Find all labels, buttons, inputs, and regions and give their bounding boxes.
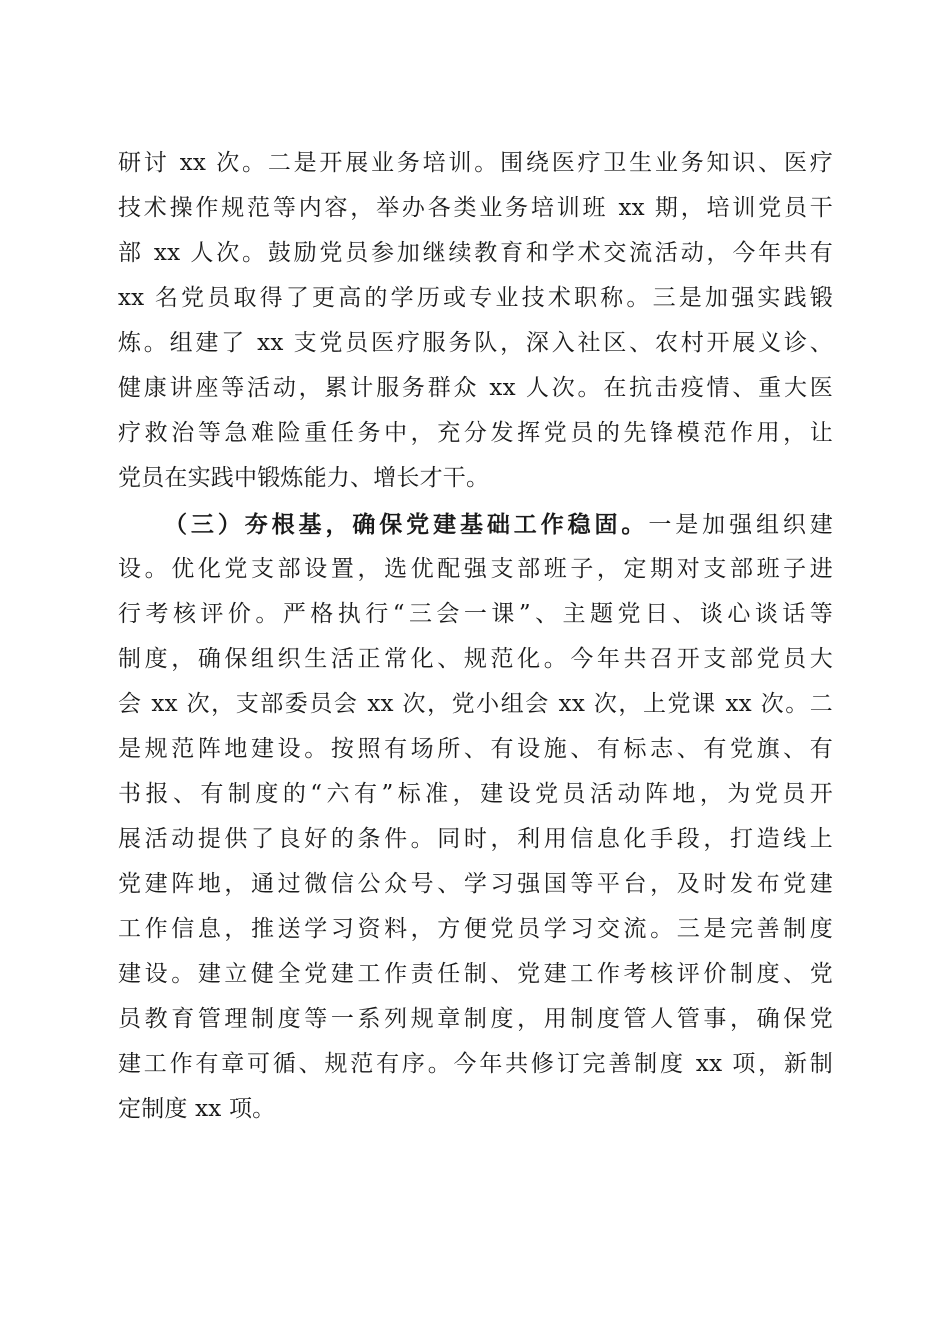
paragraph-line: 制度，确保组织生活正常化、规范化。今年共召开支部党员大: [118, 646, 833, 672]
paragraph-foundation: [118, 502, 833, 1132]
paragraph-line: 建设。建立健全党建工作责任制、党建工作考核评价制度、党: [118, 961, 833, 987]
paragraph-line: 设。优化党支部设置，选优配强支部班子，定期对支部班子进: [118, 556, 833, 582]
paragraph-line: 行考核评价。严格执行“三会一课”、主题党日、谈心谈话等: [118, 601, 833, 627]
section-heading: （三）夯根基，确保党建基础工作稳固。: [164, 511, 649, 538]
paragraph-line: 党建阵地，通过微信公众号、学习强国等平台，及时发布党建: [118, 871, 833, 897]
paragraph-line: 疗救治等急难险重任务中，充分发挥党员的先锋模范作用，让: [118, 420, 833, 446]
paragraph-line: 炼。组建了 xx 支党员医疗服务队，深入社区、农村开展义诊、: [118, 330, 833, 356]
paragraph-line: 定制度 xx 项。: [118, 1096, 276, 1122]
paragraph-line: 员教育管理制度等一系列规章制度，用制度管人管事，确保党: [118, 1006, 833, 1032]
paragraph-line: xx 名党员取得了更高的学历或专业技术职称。三是加强实践锻: [118, 285, 833, 311]
paragraph-line: 工作信息，推送学习资料，方便党员学习交流。三是完善制度: [118, 916, 833, 942]
paragraph-line: 部 xx 人次。鼓励党员参加继续教育和学术交流活动，今年共有: [118, 240, 833, 266]
paragraph-training: [118, 141, 833, 501]
paragraph-line: 技术操作规范等内容，举办各类业务培训班 xx 期，培训党员干: [118, 195, 833, 221]
paragraph-line: 研讨 xx 次。二是开展业务培训。围绕医疗卫生业务知识、医疗: [118, 150, 833, 176]
paragraph-line: 建工作有章可循、规范有序。今年共修订完善制度 xx 项，新制: [118, 1051, 833, 1077]
paragraph-line: 书报、有制度的“六有”标准，建设党员活动阵地，为党员开: [118, 781, 833, 807]
paragraph-line: 健康讲座等活动，累计服务群众 xx 人次。在抗击疫情、重大医: [118, 375, 833, 401]
paragraph-line: 会 xx 次，支部委员会 xx 次，党小组会 xx 次，上党课 xx 次。二: [118, 691, 833, 717]
paragraph-line: 展活动提供了良好的条件。同时，利用信息化手段，打造线上: [118, 826, 833, 852]
first-line-rest: 一是加强组织建: [648, 512, 833, 538]
paragraph-line: 党员在实践中锻炼能力、增长才干。: [118, 465, 490, 491]
paragraph-first-line: [118, 502, 833, 547]
paragraph-line: 是规范阵地建设。按照有场所、有设施、有标志、有党旗、有: [118, 736, 833, 762]
